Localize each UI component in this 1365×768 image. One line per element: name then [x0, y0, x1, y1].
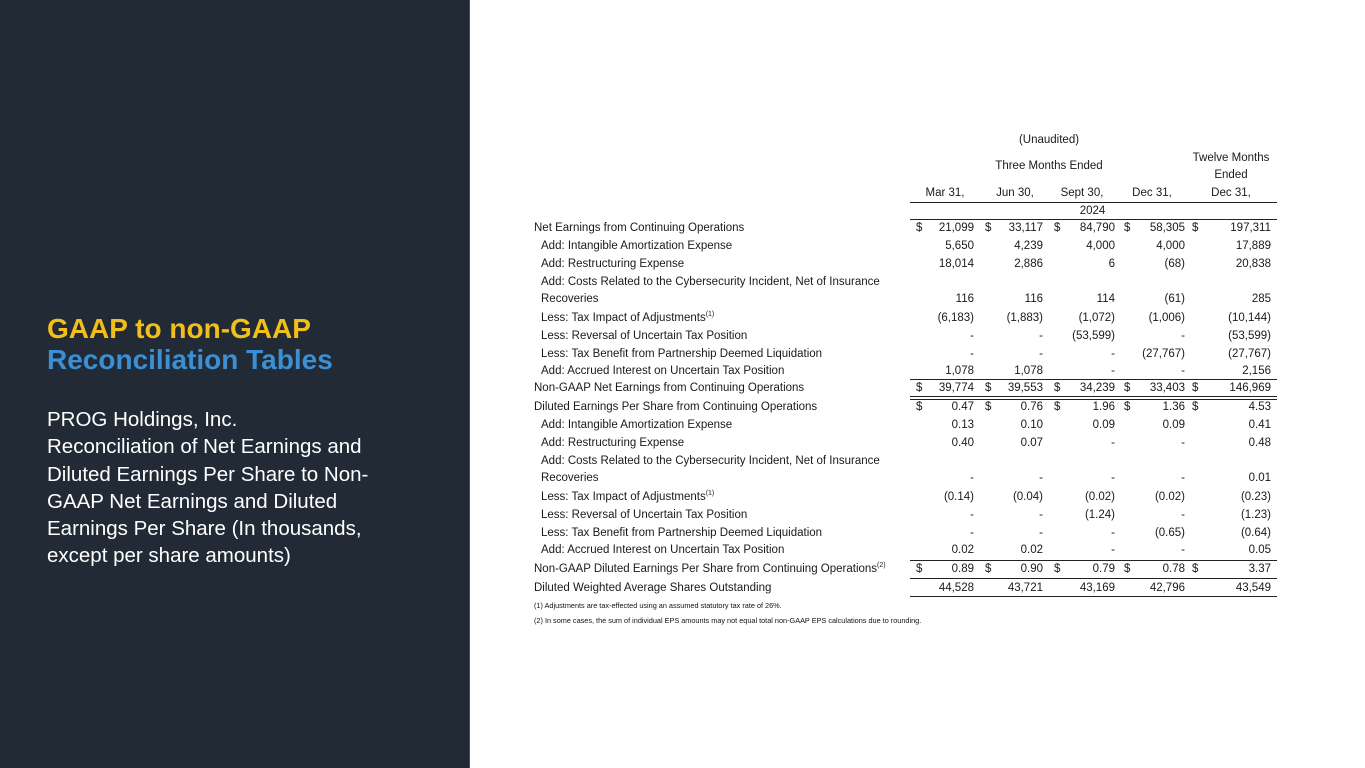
row-label	[541, 347, 822, 361]
table-cell: (1,883)	[1006, 312, 1043, 324]
description-line: PROG Holdings, Inc.	[47, 408, 238, 431]
table-cell: 43,721	[1007, 582, 1043, 594]
row-label	[541, 436, 684, 450]
page-title-line1: GAAP to non-GAAP	[47, 313, 311, 344]
dollar-sign: $	[1054, 382, 1061, 394]
dollar-sign: $	[1054, 222, 1061, 234]
row-label-text: Net Earnings from Continuing Operations	[534, 222, 745, 234]
description-line: Diluted Earnings Per Share to Non-	[47, 462, 369, 486]
table-cell: -	[1181, 437, 1185, 449]
table-cell: 33,117	[1008, 222, 1043, 234]
table-cell: 0.02	[1020, 544, 1043, 556]
row-label-text: Add: Accrued Interest on Uncertain Tax Position	[541, 544, 785, 556]
footnote: (2) In some cases, the sum of individual EPS amounts may not equal total non-GAAP EPS calculations due to rounding.	[534, 616, 922, 625]
column-header: Dec 31,	[1132, 187, 1172, 199]
row-label	[541, 329, 747, 343]
table-cell: -	[1111, 544, 1115, 556]
row-label	[541, 275, 880, 289]
page-title-line2: Reconciliation Tables	[47, 344, 333, 375]
table-cell: -	[1181, 330, 1185, 342]
footnote-ref: (2)	[877, 562, 886, 570]
table-cell: (1,072)	[1078, 312, 1115, 324]
row-label	[541, 418, 732, 432]
row-label-text: Less: Tax Benefit from Partnership Deemed Liquidation	[541, 348, 823, 360]
table-cell: -	[970, 509, 974, 521]
footnote-ref: (1)	[705, 490, 715, 498]
table-cell: 197,311	[1230, 222, 1271, 234]
column-header: Jun 30,	[996, 187, 1034, 199]
table-cell: 33,403	[1149, 382, 1185, 394]
table-cell: -	[1111, 348, 1115, 360]
table-cell: 17,889	[1235, 240, 1271, 252]
dollar-sign: $	[1124, 401, 1131, 413]
table-cell: 0.13	[951, 419, 974, 431]
table-cell: (68)	[1164, 258, 1185, 270]
row-label-text: Less: Reversal of Uncertain Tax Position	[541, 330, 748, 342]
table-cell: 4,000	[1086, 240, 1115, 252]
table-cell: -	[970, 527, 974, 539]
table-cell: 285	[1251, 293, 1271, 305]
table-cell: 42,796	[1149, 582, 1185, 594]
dollar-sign: $	[1054, 401, 1061, 413]
table-cell: (27,767)	[1228, 348, 1271, 360]
table-cell: 0.09	[1092, 419, 1115, 431]
dollar-sign: $	[985, 401, 992, 413]
table-cell: (0.02)	[1154, 491, 1185, 503]
row-label	[541, 543, 784, 557]
table-cell: -	[1181, 544, 1185, 556]
table-cell: 1,078	[1014, 365, 1043, 377]
table-cell: -	[970, 348, 974, 360]
column-header: Dec 31,	[1211, 187, 1251, 199]
column-header: Sept 30,	[1060, 187, 1104, 199]
dollar-sign: $	[1124, 563, 1131, 575]
table-cell: 146,969	[1229, 382, 1271, 394]
column-header: Mar 31,	[925, 187, 965, 199]
dollar-sign: $	[1192, 563, 1199, 575]
table-cell: (0.14)	[943, 491, 974, 503]
table-cell: 0.47	[951, 401, 974, 413]
description-line: GAAP Net Earnings and Diluted	[47, 489, 338, 513]
header-rule	[910, 202, 1277, 203]
table-cell: (27,767)	[1142, 348, 1185, 360]
table-cell: 3.37	[1248, 563, 1271, 575]
rule	[910, 379, 1277, 380]
table-cell: 1,078	[945, 365, 974, 377]
table-cell: (53,599)	[1072, 330, 1115, 342]
table-cell: 84,790	[1079, 222, 1115, 234]
table-cell: -	[1111, 527, 1115, 539]
row-label	[541, 526, 822, 540]
table-cell: -	[1039, 472, 1043, 484]
table-cell: 4,239	[1014, 240, 1043, 252]
table-cell: 0.10	[1020, 419, 1043, 431]
table-cell: 1.36	[1162, 401, 1185, 413]
table-cell: 34,239	[1079, 382, 1115, 394]
row-label	[534, 562, 886, 576]
table-cell: -	[1181, 509, 1185, 521]
row-label-text: Non-GAAP Diluted Earnings Per Share from Continuing Operations	[534, 563, 878, 575]
row-label	[541, 257, 684, 271]
row-label-text: Add: Costs Related to the Cybersecurity Incident, Net of Insurance	[541, 276, 880, 288]
table-cell: 0.48	[1248, 437, 1271, 449]
table-cell: 0.76	[1020, 401, 1043, 413]
table-cell: 39,553	[1007, 382, 1043, 394]
dollar-sign: $	[1124, 382, 1131, 394]
table-cell: (0.23)	[1240, 491, 1271, 503]
dollar-sign: $	[1192, 382, 1199, 394]
table-cell: 4,000	[1156, 240, 1185, 252]
description-line: Earnings Per Share (In thousands,	[47, 517, 362, 541]
row-label-text: Diluted Weighted Average Shares Outstanding	[534, 582, 772, 594]
rule	[910, 578, 1277, 579]
row-label	[541, 239, 732, 253]
table-cell: 0.89	[951, 563, 974, 575]
table-cell: 0.09	[1162, 419, 1185, 431]
table-cell: -	[970, 330, 974, 342]
row-label	[541, 508, 747, 522]
rule	[910, 596, 1277, 597]
row-label-text: Add: Accrued Interest on Uncertain Tax Position	[541, 365, 785, 377]
table-cell: 0.05	[1248, 544, 1271, 556]
table-cell: (10,144)	[1228, 312, 1271, 324]
table-cell: (61)	[1164, 293, 1185, 305]
table-cell: 43,169	[1079, 582, 1115, 594]
table-cell: -	[1111, 472, 1115, 484]
row-label	[541, 490, 714, 504]
dollar-sign: $	[985, 563, 992, 575]
table-cell: (53,599)	[1228, 330, 1271, 342]
rule	[910, 219, 1277, 220]
table-cell: 20,838	[1235, 258, 1271, 270]
row-label-text: Recoveries	[541, 472, 599, 484]
rule	[910, 560, 1277, 561]
dollar-sign: $	[916, 401, 923, 413]
row-label-text: Add: Intangible Amortization Expense	[541, 240, 733, 252]
table-cell: 0.07	[1020, 437, 1043, 449]
table-cell: 18,014	[938, 258, 974, 270]
table-cell: 2,886	[1014, 258, 1043, 270]
table-cell: 116	[955, 293, 974, 305]
header-twelve-months-ended: Ended	[1214, 169, 1248, 181]
table-cell: (0.02)	[1084, 491, 1115, 503]
table-cell: -	[1111, 437, 1115, 449]
dollar-sign: $	[1124, 222, 1131, 234]
header-year: 2024	[1079, 205, 1106, 217]
table-cell: 1.96	[1092, 401, 1115, 413]
table-cell: -	[1039, 330, 1043, 342]
row-label-text: Add: Restructuring Expense	[541, 258, 685, 270]
row-label	[534, 400, 817, 414]
row-label	[541, 471, 599, 485]
table-cell: 0.01	[1248, 472, 1271, 484]
table-cell: 58,305	[1149, 222, 1185, 234]
table-cell: 0.90	[1020, 563, 1043, 575]
table-cell: -	[1181, 472, 1185, 484]
dollar-sign: $	[1192, 222, 1199, 234]
table-cell: 0.02	[951, 544, 974, 556]
table-cell: -	[970, 472, 974, 484]
row-label-text: Less: Tax Benefit from Partnership Deemed Liquidation	[541, 527, 823, 539]
description-line: Reconciliation of Net Earnings and	[47, 435, 362, 459]
table-cell: -	[1039, 348, 1043, 360]
header-three-months: Three Months Ended	[995, 160, 1103, 172]
table-cell: 44,528	[938, 582, 974, 594]
row-label	[541, 454, 880, 468]
footnote-ref: (1)	[705, 311, 715, 319]
row-label	[534, 221, 744, 235]
dollar-sign: $	[985, 382, 992, 394]
row-label-text: Non-GAAP Net Earnings from Continuing Operations	[534, 382, 805, 394]
dollar-sign: $	[916, 222, 923, 234]
row-label	[541, 292, 599, 306]
table-cell: (0.04)	[1012, 491, 1043, 503]
table-cell: -	[1181, 365, 1185, 377]
table-cell: 116	[1024, 293, 1043, 305]
table-cell: 39,774	[938, 382, 974, 394]
row-label	[534, 381, 804, 395]
table-cell: 2,156	[1242, 365, 1271, 377]
row-label	[541, 311, 714, 325]
dollar-sign: $	[916, 563, 923, 575]
table-cell: 6	[1108, 258, 1115, 270]
dollar-sign: $	[916, 382, 923, 394]
footnote: (1) Adjustments are tax-effected using an assumed statutory tax rate of 26%.	[534, 601, 782, 610]
table-cell: (6,183)	[937, 312, 974, 324]
table-cell: (1.24)	[1084, 509, 1115, 521]
header-unaudited: (Unaudited)	[1018, 134, 1080, 146]
table-cell: (0.64)	[1240, 527, 1271, 539]
row-label-text: Less: Tax Impact of Adjustments	[541, 491, 706, 503]
row-label	[541, 364, 784, 378]
table-cell: 4.53	[1248, 401, 1271, 413]
row-label	[534, 581, 771, 595]
table-cell: -	[1111, 365, 1115, 377]
table-cell: 43,549	[1235, 582, 1271, 594]
double-rule	[910, 396, 1277, 400]
table-cell: -	[1039, 527, 1043, 539]
table-cell: 21,099	[938, 222, 974, 234]
table-cell: 0.78	[1162, 563, 1185, 575]
row-label-text: Add: Restructuring Expense	[541, 437, 685, 449]
dollar-sign: $	[1054, 563, 1061, 575]
table-cell: 0.41	[1248, 419, 1271, 431]
header-twelve-months: Twelve Months	[1192, 152, 1270, 164]
row-label-text: Less: Tax Impact of Adjustments	[541, 312, 706, 324]
row-label-text: Add: Costs Related to the Cybersecurity Incident, Net of Insurance	[541, 455, 880, 467]
table-cell: (1.23)	[1240, 509, 1271, 521]
table-cell: 0.40	[951, 437, 974, 449]
table-cell: 114	[1096, 293, 1115, 305]
row-label-text: Recoveries	[541, 293, 599, 305]
table-cell: -	[1039, 509, 1043, 521]
table-cell: 5,650	[945, 240, 974, 252]
table-cell: (1,006)	[1148, 312, 1185, 324]
row-label-text: Less: Reversal of Uncertain Tax Position	[541, 509, 748, 521]
table-cell: (0.65)	[1154, 527, 1185, 539]
row-label-text: Diluted Earnings Per Share from Continuing Operations	[534, 401, 818, 413]
dollar-sign: $	[985, 222, 992, 234]
dollar-sign: $	[1192, 401, 1199, 413]
table-cell: 0.79	[1092, 563, 1115, 575]
description-line: except per share amounts)	[47, 544, 291, 568]
row-label-text: Add: Intangible Amortization Expense	[541, 419, 733, 431]
